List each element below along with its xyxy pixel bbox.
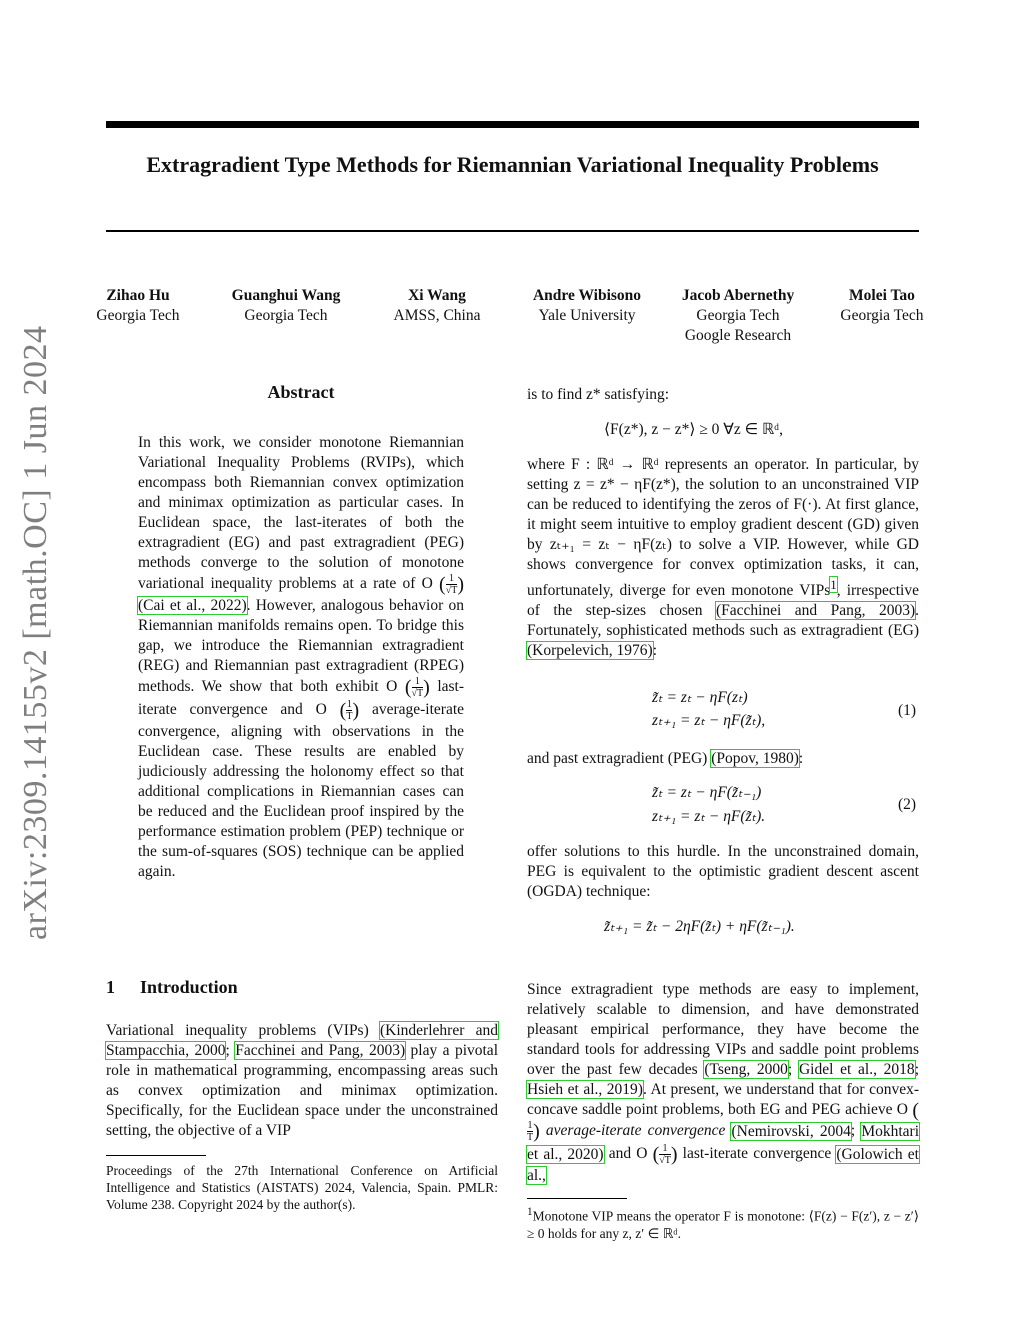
body-text: Variational inequality problems (VIPs) <box>106 1022 381 1039</box>
citation-link[interactable]: (Korpelevich, 1976) <box>527 642 653 660</box>
abstract-heading: Abstract <box>267 382 335 402</box>
author-1 <box>88 286 188 326</box>
eq1-number: (1) <box>898 702 917 719</box>
body-text: : <box>798 750 804 767</box>
citation-link[interactable]: (Tseng, 2000 <box>704 1061 788 1078</box>
author-name: Xi Wang <box>408 287 466 304</box>
citation-link[interactable]: (Popov, 1980) <box>711 750 799 767</box>
citation-link[interactable]: Hsieh et al., 2019) <box>527 1081 643 1098</box>
citation-link[interactable]: Mokhtari et al., 2020) <box>527 1122 919 1163</box>
body-text: play a pivotal role in mathematical programming, encompassing areas such as convex optimization and minimax optimization. Specifically, for the Euclidean space under the unconstrained setting, the objective of a VIP <box>106 1042 498 1139</box>
ogda-equation: z̃ₜ₊₁ = z̃ₜ − 2ηF(z̃ₜ) + ηF(z̃ₜ₋₁). <box>604 918 795 935</box>
author-affiliation: Georgia Tech <box>696 307 780 324</box>
arxiv-stamp: arXiv:2309.14155v2 [math.OC] 1 Jun 2024 <box>17 325 54 940</box>
body-text: Since extragradient type methods are easy to implement, relatively scalable to dimension, and have demonstrated pleasant empirical performance, they have become the standard tools for addressing VIPs and saddle point problems over the past few decades <box>527 981 919 1078</box>
author-name: Guanghui Wang <box>231 287 341 304</box>
author-name: Andre Wibisono <box>532 287 642 304</box>
author-affiliation-2: Google Research <box>684 327 792 344</box>
vip-equation: ⟨F(z*), z − z*⟩ ≥ 0 ∀z ∈ ℝᵈ, <box>604 421 784 438</box>
citation-link[interactable]: (Facchinei and Pang, 2003) <box>715 602 916 620</box>
section-title: Introduction <box>140 977 238 997</box>
abstract-text: . However, analogous behavior on Riemannian manifolds remains open. To bridge this gap, we introduce the Riemannian extragradient (REG) and Riemannian past extragradient (RPEG) methods. We show that both exhibit O <box>138 597 464 696</box>
section-heading <box>106 977 238 998</box>
author-2 <box>214 286 358 326</box>
footnote-1 <box>527 1204 919 1242</box>
author-name: Jacob Abernethy <box>681 287 795 304</box>
title-rule <box>106 230 919 232</box>
author-6 <box>830 286 934 326</box>
author-name: Zihao Hu <box>106 287 170 304</box>
author-name: Molei Tao <box>849 287 915 304</box>
body-text: last-iterate convergence <box>677 1145 837 1163</box>
eq2-number: (2) <box>898 796 917 813</box>
eq2-line2: zₜ₊₁ = zₜ − ηF(z̃ₜ). <box>652 808 766 825</box>
author-3 <box>382 286 492 326</box>
section-number: 1 <box>106 977 115 997</box>
footnote-text: Monotone VIP means the operator F is monotone: ⟨F(z) − F(z′), z − z′⟩ ≥ 0 holds for any z, z′ ∈ ℝᵈ. <box>527 1208 919 1241</box>
citation-link[interactable]: (Golowich et al., <box>527 1145 919 1185</box>
author-affiliation: AMSS, China <box>393 307 481 324</box>
body-text: . At present, we understand that for convex-concave saddle point problems, both EG and PEG achieve O <box>527 1081 919 1118</box>
proceedings-note: Proceedings of the 27th International Conference on Artificial Intelligence and Statistics (AISTATS) 2024, Valencia, Spain. PMLR: Volume 238. Copyright 2024 by the author(s). <box>106 1163 498 1212</box>
footnote-link[interactable]: 1 <box>830 577 837 592</box>
abstract-body: In this work, we consider monotone Riemannian Variational Inequality Problems (RVIPs), which encompass both Riemannian convex optimization and minimax optimization as particular cases. In Euclidean space, the last-iterates of both the extragradient (EG) and past extragradient (PEG) methods converge to the solution of monotone variational inequality problems at a rate of O ( $\frac{1}{√T}$ ) (Cai et al., 2022). However, analogous behavior on Riemannian manifolds remains open. To bridge this gap, we introduce the Riemannian extragradient (REG) and Riemannian past extragradient (RPEG) methods. We show that both exhibit O ( $\frac{1}{√T}$ ) last-iterate convergence and O ( $\frac{1}{T}$ ) average-iterate convergence, aligning with observations in the Euclidean case. These results are enabled by judiciously addressing the holonomy effect so that additional complications in Riemannian cases can be reduced and the Euclidean proof inspired by the performance estimation problem (PEP) technique or the sum-of-squares (SOS) technique can be applied again. <box>138 434 465 880</box>
right-paragraph-4: offer solutions to this hurdle. In the unconstrained domain, PEG is equivalent to the optimistic gradient descent ascent (OGDA) technique: <box>527 843 919 900</box>
citation-link[interactable]: Gidel et al., 2018 <box>798 1061 915 1078</box>
abstract-text: In this work, we consider monotone Riemannian Variational Inequality Problems (RVIPs), which encompass both Riemannian convex optimization and minimax optimization as particular cases. In Euclidean space, the last-iterates of both the extragradient (EG) and past extragradient (PEG) methods converge to the solution of monotone variational inequality problems at a rate of O <box>138 434 464 593</box>
body-text: and O <box>603 1145 648 1163</box>
author-affiliation: Georgia Tech <box>244 307 328 324</box>
body-text: and past extragradient (PEG) <box>527 750 712 767</box>
author-affiliation: Georgia Tech <box>840 307 924 324</box>
body-text: where F : ℝᵈ → ℝᵈ represents an operator. In particular, by setting z = z* − ηF(z*), the solution to an unconstrained VIP can be reduced to identifying the zeros of F(·). At first glance, it might seem intuitive to employ gradient descent (GD) given by zₜ₊₁ = zₜ − ηF(zₜ) to solve a VIP. However, while GD shows convergence for convex optimization tasks, it can, unfortunately, diverge for even monotone VIPs <box>527 456 919 600</box>
author-affiliation: Yale University <box>538 307 636 324</box>
abstract-text: last-iterate convergence and O <box>138 678 465 719</box>
intro-paragraph: Variational inequality problems (VIPs) (Kinderlehrer and Stampacchia, 2000; Facchinei and Pang, 2003) play a pivotal role in mathematical programming, encompassing areas such as convex optimization and minimax optimization. Specifically, for the Euclidean space under the unconstrained setting, the objective of a VIP <box>106 1022 498 1139</box>
right-paragraph-3 <box>527 749 919 769</box>
footnote-rule <box>527 1198 627 1199</box>
eq2-line1: z̃ₜ = zₜ − ηF(z̃ₜ₋₁) <box>652 784 762 801</box>
footnote-rule <box>106 1155 206 1156</box>
body-text: : <box>652 642 657 660</box>
citation-link[interactable]: Facchinei and Pang, 2003) <box>235 1042 406 1059</box>
body-text: average-iterate convergence <box>539 1122 732 1140</box>
body-text: . Fortunately, sophisticated methods such as extragradient (EG) <box>527 602 919 640</box>
abstract-text: average-iterate convergence, aligning with observations in the Euclidean case. These results are enabled by judiciously addressing the holonomy effect so that additional complications in Riemannian cases can be reduced and the Euclidean proof inspired by the performance estimation problem (PEP) technique or the sum-of-squares (SOS) technique can be applied again. <box>138 701 465 880</box>
body-text: , irrespective of the step-sizes chosen <box>527 582 919 620</box>
eq1-line1: z̃ₜ = zₜ − ηF(zₜ) <box>652 689 748 706</box>
right-paragraph-5: Since extragradient type methods are easy to implement, relatively scalable to dimension, and have demonstrated pleasant empirical performance, they have become the standard tools for addressing VIPs and saddle point problems over the past few decades (Tseng, 2000; Gidel et al., 2018; Hsieh et al., 2019). At present, we understand that for convex-concave saddle point problems, both EG and PEG achieve O ( $\frac{1}{T}$ ) average-iterate convergence (Nemirovski, 2004; Mokhtari et al., 2020) and O ( $\frac{1}{√T}$ ) last-iterate convergence (Golowich et al., <box>527 981 919 1185</box>
citation-link[interactable]: (Cai et al., 2022) <box>138 597 247 614</box>
footnote-mark: 1 <box>527 1206 533 1218</box>
citation-link[interactable]: (Nemirovski, 2004 <box>731 1122 851 1140</box>
author-4 <box>514 286 660 326</box>
citation-link[interactable]: (Kinderlehrer and Stampacchia, 2000 <box>106 1022 498 1059</box>
paper-title: Extragradient Type Methods for Riemannian Variational Inequality Problems <box>146 152 879 177</box>
author-5 <box>662 286 814 346</box>
top-rule <box>106 121 919 128</box>
right-paragraph-1: is to find z* satisfying: <box>527 386 670 403</box>
right-paragraph-2 <box>527 455 919 661</box>
author-affiliation: Georgia Tech <box>96 307 180 324</box>
eq1-line2: zₜ₊₁ = zₜ − ηF(z̃ₜ), <box>652 712 766 729</box>
